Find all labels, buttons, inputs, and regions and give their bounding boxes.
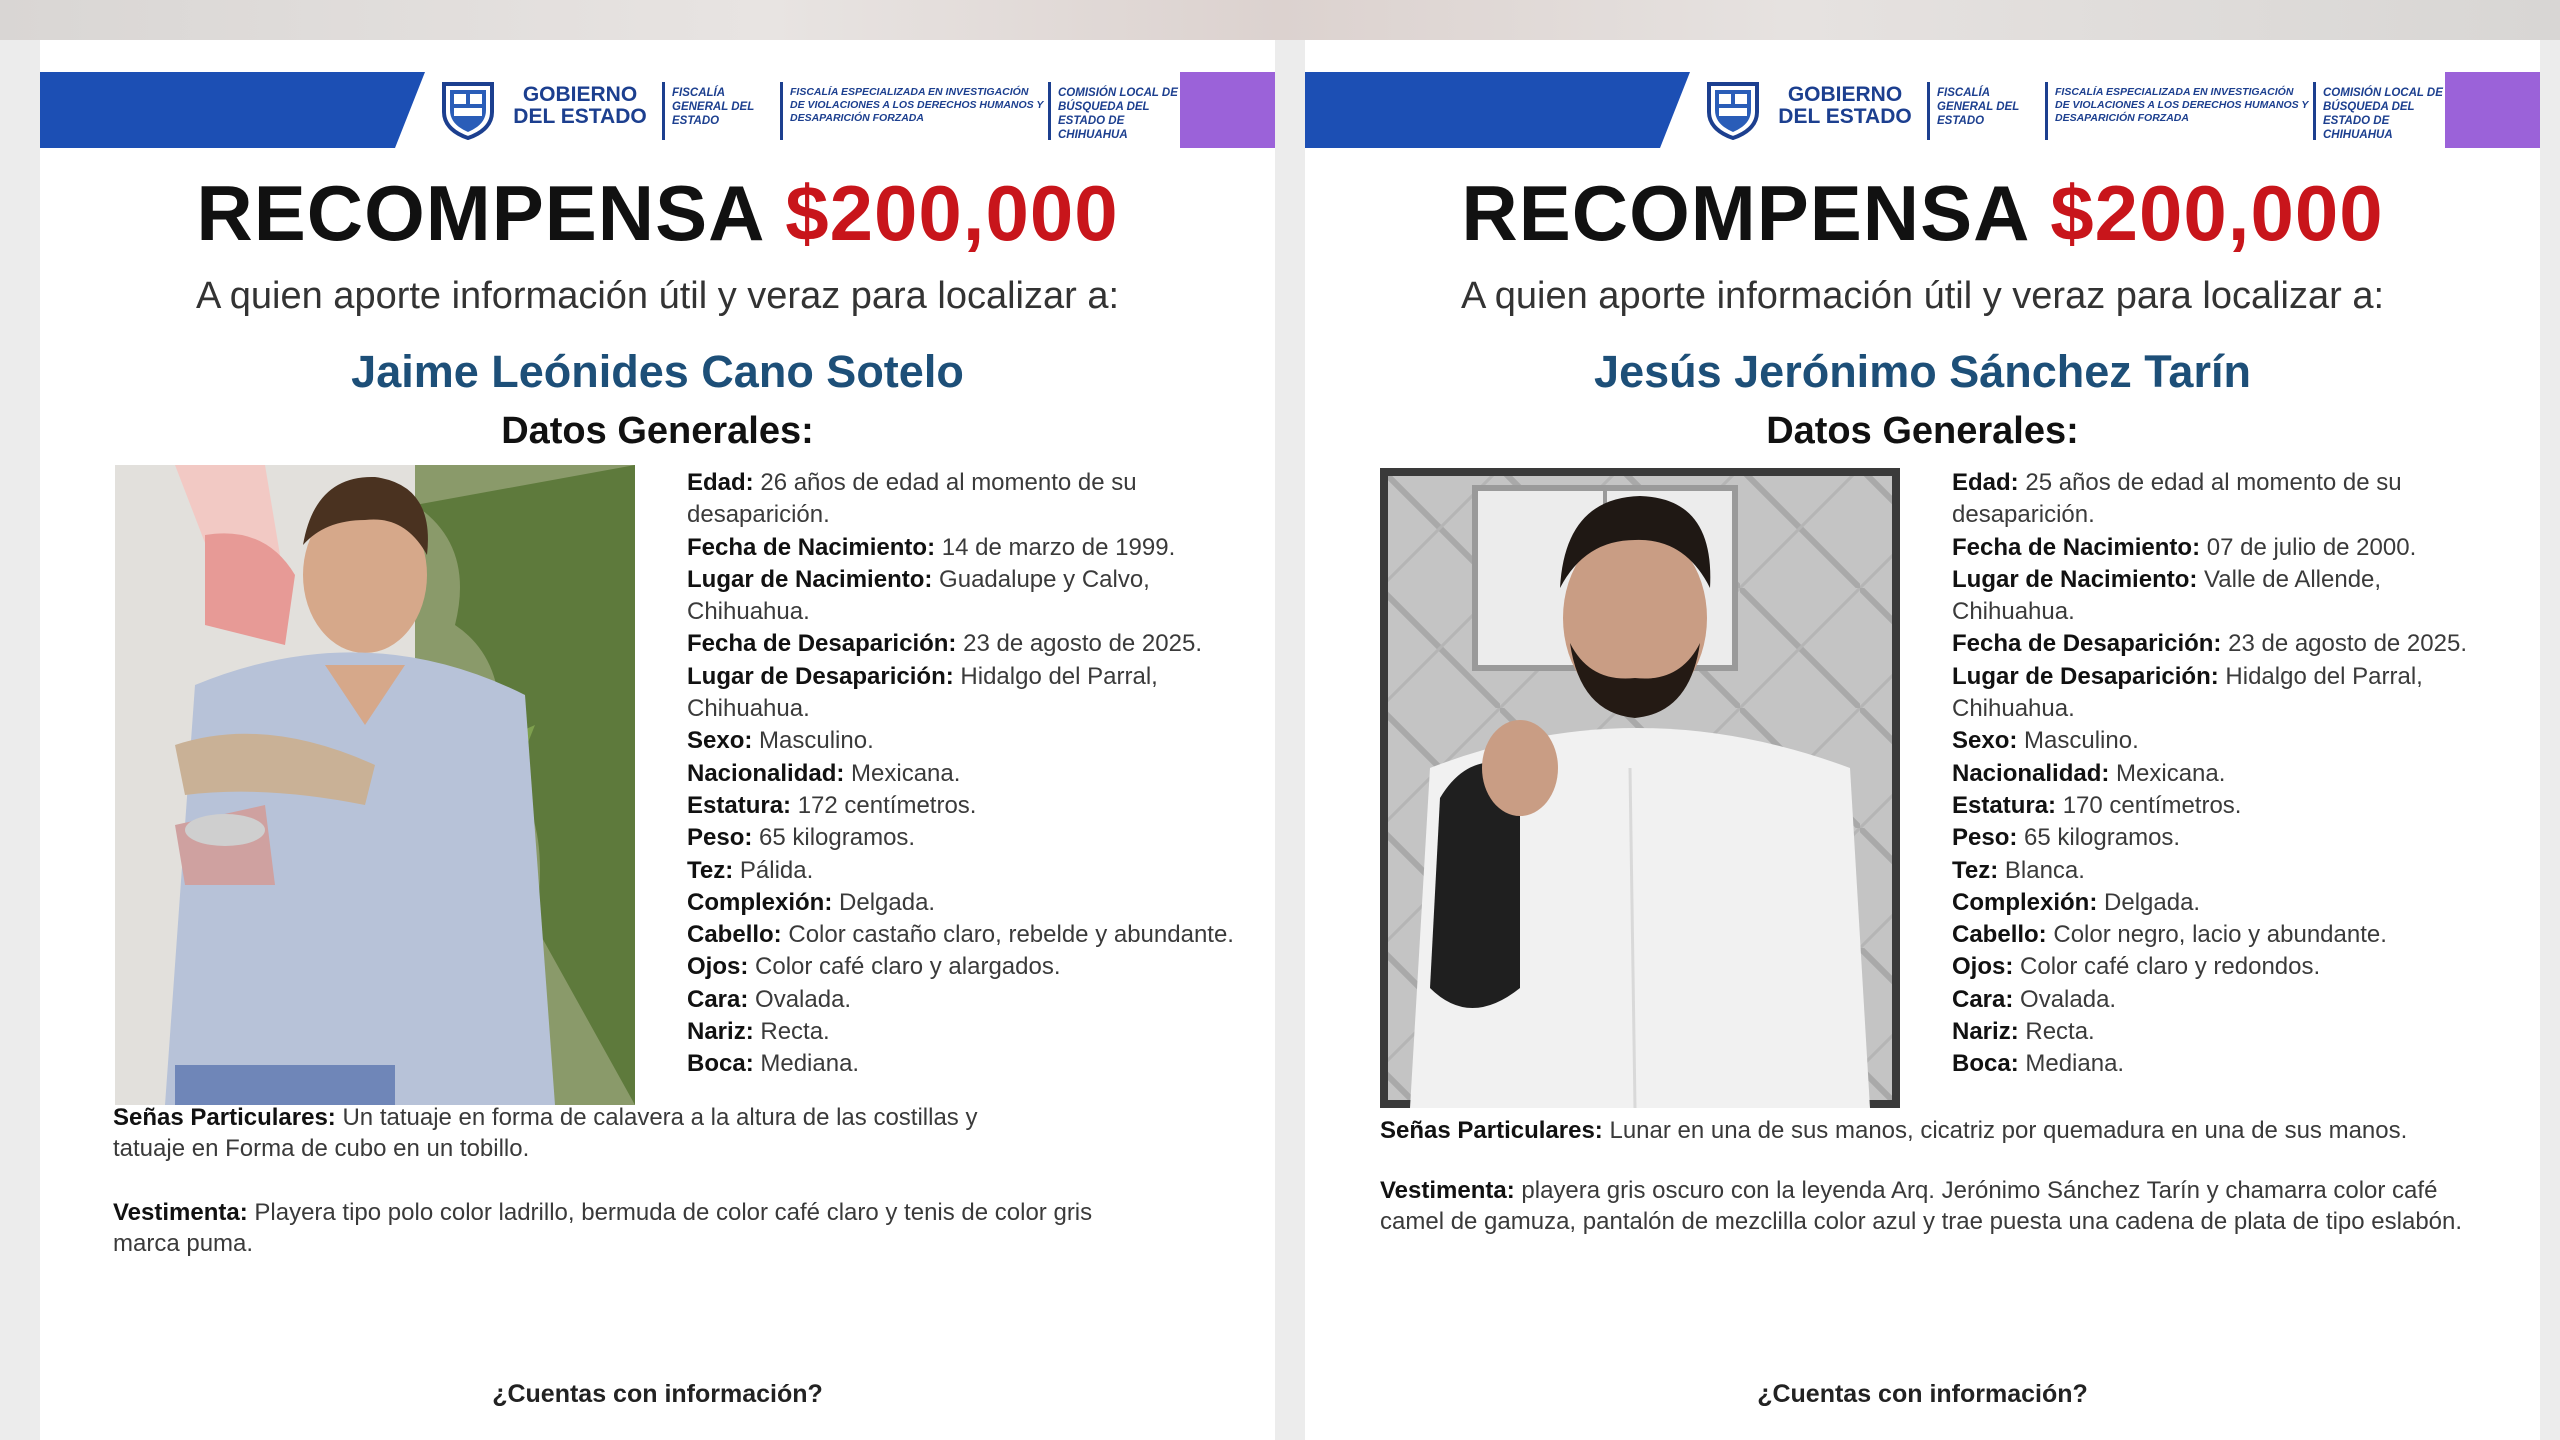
detail-label: Edad: xyxy=(1952,469,2019,496)
detail-row xyxy=(1952,628,2492,660)
detail-value: Mexicana. xyxy=(851,759,961,787)
logo-divider xyxy=(662,82,665,140)
logo-fiscalia-general: FISCALÍA GENERAL DEL ESTADO xyxy=(672,87,755,127)
note-value: Playera tipo polo color ladrillo, bermuda de color café claro y tenis de color gris marca puma. xyxy=(113,1199,1093,1257)
detail-label: Estatura: xyxy=(687,791,792,819)
detail-row xyxy=(687,790,1247,822)
background-strip xyxy=(0,0,2560,40)
detail-row xyxy=(687,564,1247,629)
detail-value: Recta. xyxy=(2025,1018,2095,1046)
detail-label: Peso: xyxy=(1952,824,2018,852)
detail-label: Complexión: xyxy=(1952,888,2098,916)
detail-row xyxy=(687,822,1247,854)
reward-subtitle: A quien aporte información útil y veraz para localizar a: xyxy=(195,275,1120,317)
detail-row xyxy=(687,725,1247,757)
detail-value: Masculino. xyxy=(2024,727,2139,755)
detail-label: Nacionalidad: xyxy=(1952,759,2110,787)
detail-row xyxy=(1952,532,2492,564)
detail-label: Lugar de Nacimiento: xyxy=(687,565,933,593)
detail-value: Color café claro y redondos. xyxy=(2020,953,2321,981)
detail-label: Ojos: xyxy=(1952,953,2014,981)
note-label: Señas Particulares: xyxy=(113,1104,336,1131)
detail-value: 25 años de edad al momento de su desaparición. xyxy=(1952,469,2402,529)
poster-header xyxy=(40,72,1275,148)
detail-row xyxy=(687,628,1247,660)
detail-value: Delgada. xyxy=(2104,888,2201,916)
detail-value: 07 de julio de 2000. xyxy=(2206,533,2417,561)
missing-person-photo xyxy=(115,465,635,1105)
detail-label: Complexión: xyxy=(687,888,833,916)
detail-value: Mediana. xyxy=(2025,1050,2125,1078)
detail-row xyxy=(687,855,1247,887)
detail-label: Cara: xyxy=(1952,985,2014,1013)
detail-value: Pálida. xyxy=(739,856,814,884)
note-value: Lunar en una de sus manos, cicatriz por quemadura en una de sus manos. xyxy=(1609,1117,2408,1144)
detail-value: 65 kilogramos. xyxy=(759,824,916,852)
detail-row xyxy=(687,887,1247,919)
note-value: Un tatuaje en forma de calavera a la altura de las costillas y tatuaje en Forma de cubo en un tobillo. xyxy=(113,1104,978,1162)
logo-divider xyxy=(1927,82,1930,140)
note-label: Vestimenta: xyxy=(1380,1177,1515,1204)
detail-row xyxy=(687,661,1247,726)
reward-subtitle: A quien aporte información útil y veraz para localizar a: xyxy=(1460,275,2385,317)
reward-label: RECOMPENSA xyxy=(196,169,763,257)
detail-value: Delgada. xyxy=(839,888,936,916)
detail-value: Guadalupe y Calvo, Chihuahua. xyxy=(687,565,1150,626)
detail-label: Boca: xyxy=(687,1050,754,1078)
detail-value: 65 kilogramos. xyxy=(2024,824,2181,852)
logo-gobierno-estado: GOBIERNO DEL ESTADO xyxy=(1778,83,1912,128)
detail-label: Sexo: xyxy=(687,727,753,755)
detail-row xyxy=(687,1048,1247,1080)
detail-label: Sexo: xyxy=(1952,727,2018,755)
state-shield-icon xyxy=(1705,80,1761,140)
detail-value: Color negro, lacio y abundante. xyxy=(2053,921,2387,949)
logo-gobierno-estado: GOBIERNO DEL ESTADO xyxy=(513,83,647,128)
detail-value: 172 centímetros. xyxy=(797,791,977,819)
detail-value: Hidalgo del Parral, Chihuahua. xyxy=(1952,662,2423,723)
detail-value: Mexicana. xyxy=(2116,759,2226,787)
logo-divider xyxy=(2045,82,2048,140)
reward-title xyxy=(40,168,1275,259)
detail-value: Masculino. xyxy=(759,727,874,755)
clothing-description xyxy=(1380,1175,2490,1237)
detail-value: Color castaño claro, rebelde y abundante. xyxy=(788,921,1234,949)
missing-person-photo xyxy=(1380,468,1900,1108)
footer-question: ¿Cuentas con información? xyxy=(1757,1380,2088,1408)
state-shield-icon xyxy=(440,80,496,140)
detail-label: Lugar de Desaparición: xyxy=(1952,662,2219,690)
detail-row xyxy=(1952,1048,2492,1080)
section-heading: Datos Generales: xyxy=(1766,410,2079,452)
reward-label: RECOMPENSA xyxy=(1461,169,2028,257)
logo-comision-busqueda: COMISIÓN LOCAL DE BÚSQUEDA DEL ESTADO DE CHIHUAHUA xyxy=(1058,87,1178,141)
detail-row xyxy=(687,467,1247,532)
note-label: Vestimenta: xyxy=(113,1199,248,1226)
reward-amount: $200,000 xyxy=(785,169,1119,257)
reward-amount: $200,000 xyxy=(2050,169,2384,257)
detail-label: Fecha de Nacimiento: xyxy=(1952,533,2201,561)
detail-row xyxy=(1952,919,2492,951)
detail-row xyxy=(1952,790,2492,822)
details-list xyxy=(687,467,1247,1081)
footer-question: ¿Cuentas con información? xyxy=(492,1380,823,1408)
note-value: playera gris oscuro con la leyenda Arq. Jerónimo Sánchez Tarín y chamarra color café camel de gamuza, pantalón de mezclilla color azul y trae puesta una cadena de plata de tipo eslabón. xyxy=(1380,1177,2463,1235)
note-label: Señas Particulares: xyxy=(1380,1117,1603,1144)
logo-divider xyxy=(780,82,783,140)
detail-value: Mediana. xyxy=(760,1050,860,1078)
details-list xyxy=(1952,467,2492,1081)
detail-row xyxy=(1952,1016,2492,1048)
header-purple-band xyxy=(2445,72,2540,148)
logo-fiscalia-especializada: FISCALÍA ESPECIALIZADA EN INVESTIGACIÓN DE VIOLACIONES A LOS DERECHOS HUMANOS Y DESAPARICIÓN FORZADA xyxy=(790,86,1044,124)
detail-value: Valle de Allende, Chihuahua. xyxy=(1952,565,2382,626)
detail-value: Recta. xyxy=(760,1018,830,1046)
detail-row xyxy=(687,984,1247,1016)
detail-label: Fecha de Desaparición: xyxy=(1952,630,2222,658)
detail-label: Estatura: xyxy=(1952,791,2057,819)
detail-value: 23 de agosto de 2025. xyxy=(2228,630,2467,658)
detail-label: Peso: xyxy=(687,824,753,852)
detail-value: Blanca. xyxy=(2004,856,2085,884)
detail-label: Nariz: xyxy=(687,1018,754,1046)
detail-row xyxy=(687,758,1247,790)
distinguishing-marks xyxy=(113,1102,1053,1164)
detail-row xyxy=(1952,564,2492,629)
logo-fiscalia-general: FISCALÍA GENERAL DEL ESTADO xyxy=(1937,87,2020,127)
detail-row xyxy=(687,919,1247,951)
detail-value: 14 de marzo de 1999. xyxy=(941,533,1176,561)
detail-row xyxy=(687,951,1247,983)
detail-row xyxy=(1952,725,2492,757)
detail-value: 26 años de edad al momento de su desaparición. xyxy=(687,469,1137,529)
missing-person-name: Jaime Leónides Cano Sotelo xyxy=(351,346,964,397)
missing-person-name: Jesús Jerónimo Sánchez Tarín xyxy=(1594,346,2251,397)
detail-row xyxy=(1952,661,2492,726)
section-heading: Datos Generales: xyxy=(501,410,814,452)
detail-value: Color café claro y alargados. xyxy=(755,953,1061,981)
detail-value: Ovalada. xyxy=(755,985,852,1013)
reward-title xyxy=(1305,168,2540,259)
logo-comision-busqueda: COMISIÓN LOCAL DE BÚSQUEDA DEL ESTADO DE CHIHUAHUA xyxy=(2323,87,2443,141)
missing-person-poster-left xyxy=(40,40,1275,1440)
detail-row xyxy=(1952,887,2492,919)
detail-label: Lugar de Nacimiento: xyxy=(1952,565,2198,593)
detail-value: 170 centímetros. xyxy=(2062,791,2242,819)
detail-row xyxy=(687,1016,1247,1048)
detail-label: Nacionalidad: xyxy=(687,759,845,787)
detail-label: Nariz: xyxy=(1952,1018,2019,1046)
detail-row xyxy=(1952,984,2492,1016)
detail-label: Tez: xyxy=(687,856,734,884)
detail-label: Ojos: xyxy=(687,953,749,981)
detail-value: 23 de agosto de 2025. xyxy=(963,630,1202,658)
detail-row xyxy=(1952,467,2492,532)
detail-label: Cara: xyxy=(687,985,749,1013)
detail-value: Hidalgo del Parral, Chihuahua. xyxy=(687,662,1158,723)
logo-fiscalia-especializada: FISCALÍA ESPECIALIZADA EN INVESTIGACIÓN DE VIOLACIONES A LOS DERECHOS HUMANOS Y DESAPARICIÓN FORZADA xyxy=(2055,86,2309,124)
detail-row xyxy=(1952,822,2492,854)
detail-label: Cabello: xyxy=(687,921,782,949)
distinguishing-marks xyxy=(1380,1115,2500,1146)
detail-row xyxy=(1952,951,2492,983)
missing-person-poster-right xyxy=(1305,40,2540,1440)
poster-header xyxy=(1305,72,2540,148)
detail-label: Fecha de Nacimiento: xyxy=(687,533,936,561)
detail-value: Ovalada. xyxy=(2020,985,2117,1013)
logo-divider xyxy=(2313,82,2316,140)
detail-row xyxy=(687,532,1247,564)
detail-row xyxy=(1952,758,2492,790)
detail-label: Boca: xyxy=(1952,1050,2019,1078)
detail-label: Cabello: xyxy=(1952,921,2047,949)
detail-label: Edad: xyxy=(687,469,754,496)
detail-label: Fecha de Desaparición: xyxy=(687,630,957,658)
detail-label: Lugar de Desaparición: xyxy=(687,662,954,690)
logo-divider xyxy=(1048,82,1051,140)
detail-row xyxy=(1952,855,2492,887)
header-purple-band xyxy=(1180,72,1275,148)
clothing-description xyxy=(113,1197,1123,1259)
detail-label: Tez: xyxy=(1952,856,1999,884)
